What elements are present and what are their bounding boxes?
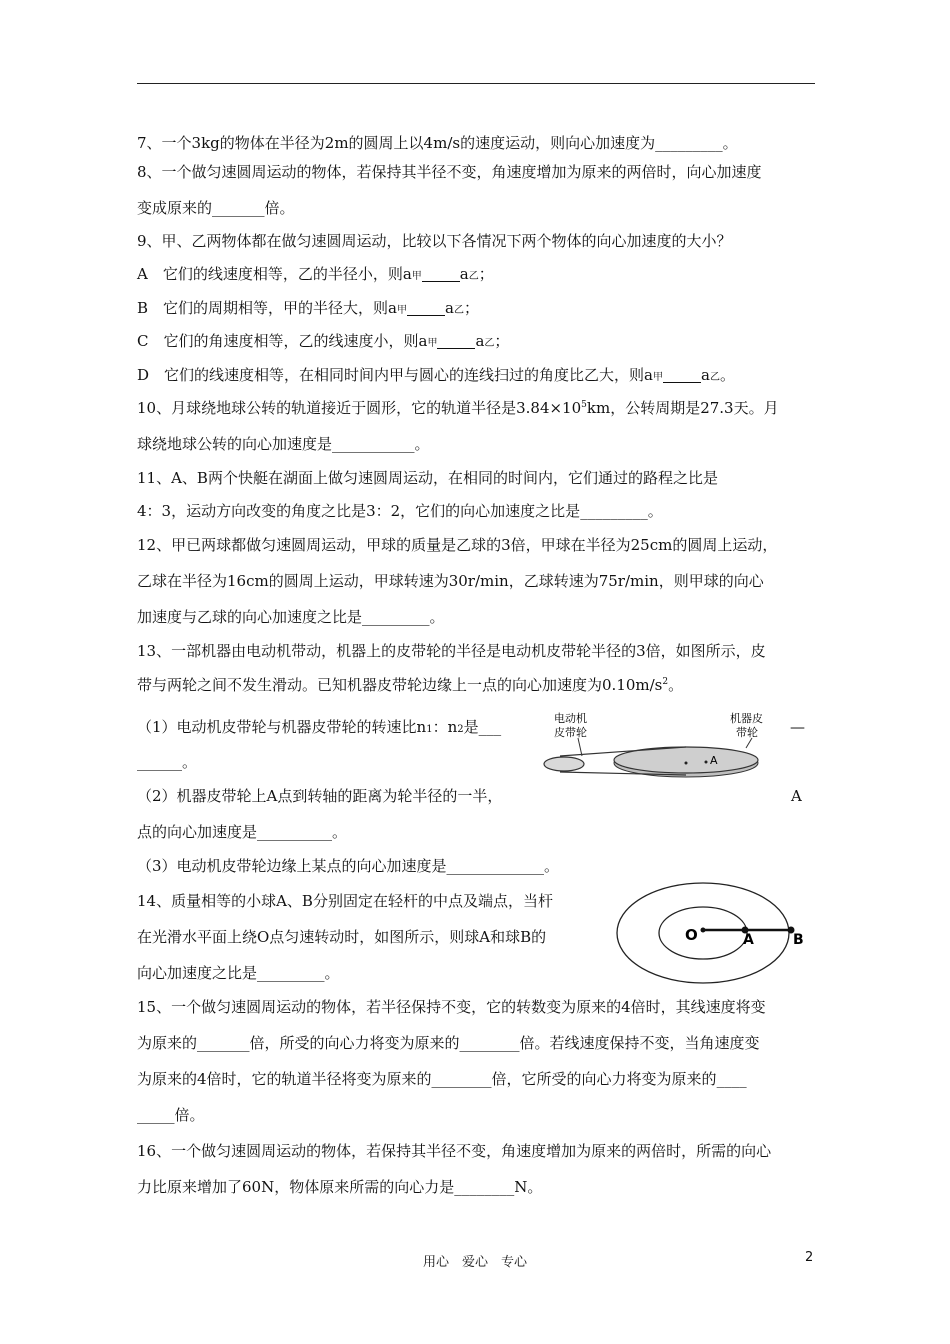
question-9-option-c: C 它们的角速度相等，乙的线速度小，则a甲 a乙； [137, 332, 510, 350]
question-13-line2: 带与两轮之间不发生滑动。已知机器皮带轮边缘上一点的向心加速度为$0.10m/s^2$。 [137, 676, 684, 694]
rotating-rod-figure [615, 880, 815, 990]
question-11-line2: 4：3，运动方向改变的角度之比是3：2，它们的向心加速度之比是_________。 [137, 502, 663, 520]
question-14-line2: 在光滑水平面上绕O点匀速转动时，如图所示，则球A和球B的 [137, 928, 547, 946]
question-15-line4: _____倍。 [137, 1106, 205, 1124]
question-7: 7、一个3kg的物体在半径为2m的圆周上以4m/s的速度运动，则向心加速度为_________。 [137, 134, 738, 152]
question-9-stem: 9、甲、乙两物体都在做匀速圆周运动，比较以下各情况下两个物体的向心加速度的大小？ [137, 232, 732, 250]
question-11-line1: 11、A、B两个快艇在湖面上做匀速圆周运动，在相同的时间内，它们通过的路程之比是 [137, 469, 718, 487]
header-rule [137, 83, 815, 84]
machine-pulley-label: 机器皮 [730, 712, 763, 725]
question-16-line1: 16、一个做匀速圆周运动的物体，若保持其半径不变，角速度增加为原来的两倍时，所需的向心 [137, 1142, 772, 1160]
question-13-part2: （2）机器皮带轮上A点到转轴的距离为轮半径的一半， [137, 787, 503, 805]
question-13-part2-cont: 点的向心加速度是__________。 [137, 823, 348, 841]
question-13-part1-cont: ______。 [137, 753, 198, 771]
question-15-line2: 为原来的_______倍，所受的向心力将变为原来的________倍。若线速度保持不变，当角速度变 [137, 1034, 760, 1052]
question-12-line3: 加速度与乙球的向心加速度之比是_________。 [137, 608, 445, 626]
motor-pulley-label-2: 皮带轮 [554, 726, 587, 739]
question-9-option-b: B 它们的周期相等，甲的半径大，则a甲 a乙； [137, 299, 479, 317]
belt-pulley-figure [540, 708, 780, 780]
question-9-option-a: A 它们的线速度相等，乙的半径小，则a甲 a乙； [137, 265, 494, 283]
question-13-part1: （1）电动机皮带轮与机器皮带轮的转速比n1：n2是___ [137, 718, 502, 736]
question-10-line2: 球绕地球公转的向心加速度是___________。 [137, 435, 430, 453]
page-number: 2 [805, 1250, 814, 1265]
question-12-line2: 乙球在半径为16cm的圆周上运动，甲球转速为30r/min，乙球转速为75r/min，则甲球的向心 [137, 572, 764, 590]
question-13-line1: 13、一部机器由电动机带动，机器上的皮带轮的半径是电动机皮带轮半径的3倍，如图所示，皮 [137, 642, 766, 660]
question-12-line1: 12、甲已两球都做匀速圆周运动，甲球的质量是乙球的3倍，甲球在半径为25cm的圆周上运动， [137, 536, 778, 554]
page-footer: 用心 爱心 专心 [422, 1255, 527, 1270]
question-16-line2: 力比原来增加了60N，物体原来所需的向心力是________N。 [137, 1178, 543, 1196]
question-8-line1: 8、一个做匀速圆周运动的物体，若保持其半径不变，角速度增加为原来的两倍时，向心加速度 [137, 163, 762, 181]
question-15-line1: 15、一个做匀速圆周运动的物体，若半径保持不变，它的转数变为原来的4倍时，其线速度将变 [137, 998, 766, 1016]
machine-pulley-label-2: 带轮 [736, 726, 758, 739]
motor-pulley-label: 电动机 [554, 712, 587, 725]
ball-b-label: B [793, 932, 804, 948]
question-10-line1: 10、月球绕地球公转的轨道接近于圆形，它的轨道半径是$3.84\times 10^5km$，公转周期是27.3天。月 [137, 399, 779, 417]
question-15-line3: 为原来的4倍时，它的轨道半径将变为原来的________倍，它所受的向心力将变为原来的____ [137, 1070, 747, 1088]
question-9-option-d: D 它们的线速度相等，在相同时间内甲与圆心的连线扫过的角度比乙大，则a甲 a乙。 [137, 366, 735, 384]
question-14-line3: 向心加速度之比是_________。 [137, 964, 340, 982]
center-o-label: O [685, 926, 698, 944]
question-8-line2: 变成原来的_______倍。 [137, 199, 295, 217]
question-13-part3: （3）电动机皮带轮边缘上某点的向心加速度是_____________。 [137, 857, 560, 875]
question-14-line1: 14、质量相等的小球A、B分别固定在轻杆的中点及端点，当杆 [137, 892, 553, 910]
point-a-label: A [710, 754, 718, 767]
ball-a-label: A [743, 932, 754, 948]
question-13-part1-tail: — [790, 718, 805, 736]
question-13-part2-tail: A [791, 787, 802, 805]
